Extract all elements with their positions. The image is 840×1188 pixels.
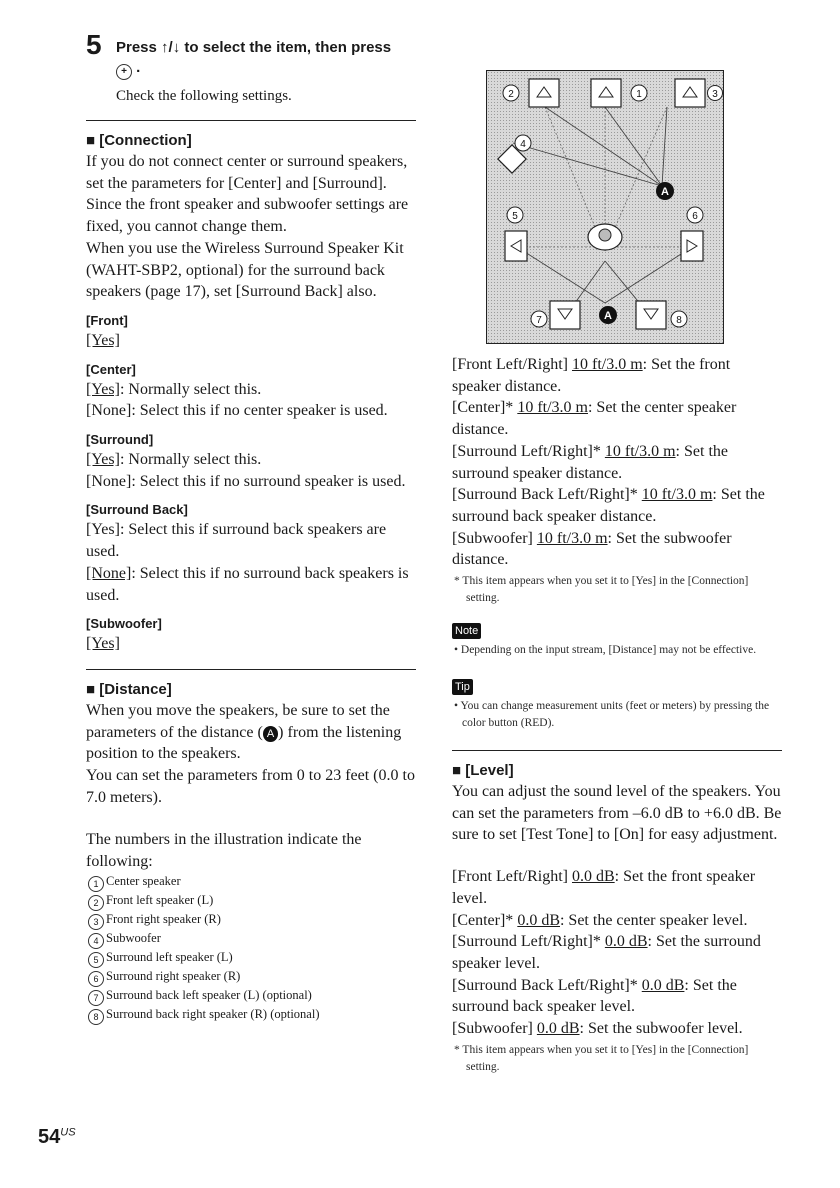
legend-item [86,892,416,911]
setting-item [452,866,782,909]
level-section [452,761,782,1076]
setting-item [452,910,782,932]
surround-back-right-speaker [636,301,666,329]
setting-label: [Surround Left/Right]* [452,933,601,951]
page-number-value: 54 [38,1126,61,1148]
legend-number: 2 [88,895,104,911]
setting-default-value: 10 ft/3.0 m [571,356,643,373]
setting-description: : Set the surround speaker level. [452,933,761,972]
legend-text: Front right speaker (R) [106,911,221,926]
legend-item [86,1006,416,1025]
setting-label: [Subwoofer] [452,1020,533,1038]
callout-6 [687,207,703,223]
setting-label: [Center]* [452,399,514,417]
section-divider [86,120,416,121]
callout-5-text: 5 [512,211,518,222]
setting-default-value: 0.0 dB [517,911,560,929]
callout-4-text: 4 [520,139,526,150]
legend-text: Surround left speaker (L) [106,949,233,964]
note-badge: Note [452,623,481,639]
setting-description: : Set the surround back speaker level. [452,976,737,1016]
setting-item [452,975,782,1018]
center-yes-desc: : Normally select this. [119,380,262,398]
level-footnote: * This item appears when you set it to [Yes] in the [Connection] setting. [454,1043,749,1073]
setting-default-value: 10 ft/3.0 m [517,399,588,417]
level-para: You can adjust the sound level of the speakers. You can set the parameters from –6.0 dB to +6.0 dB. Be sure to set [Test Tone] to [On] for easy adjustment. [452,783,782,844]
legend-number: 6 [88,971,104,987]
setting-description: : Set the surround speaker distance. [452,442,728,482]
setting-default-value: 0.0 dB [604,933,648,951]
section-divider [86,669,416,670]
number-callouts [503,85,723,327]
note-block [452,621,782,639]
setting-default-value: 0.0 dB [571,868,615,886]
setting-label: [Surround Back Left/Right]* [452,486,638,504]
legend-number: 7 [88,990,104,1006]
callout-3-text: 3 [712,89,718,100]
step-number: 5 [86,29,102,60]
setting-label: [Surround Left/Right]* [452,442,601,460]
setting-description: : Set the front speaker level. [452,868,756,907]
step-instruction-text: Press ↑/↓ to select the item, then press [116,39,392,56]
legend-text: Surround back left speaker (L) (optional) [106,987,312,1002]
callout-2 [503,85,519,101]
center-speaker [591,79,621,107]
right-column [452,354,782,1076]
surround-back-label: [Surround Back] [86,502,188,518]
surround-right-speaker [681,231,703,261]
legend-item [86,930,416,949]
listener-figure [588,224,622,250]
legend-item [86,949,416,968]
surround-label: [Surround] [86,432,154,448]
setting-label: [Center]* [452,911,514,929]
callout-8 [671,311,687,327]
center-yes: [Yes] [86,380,120,398]
callout-5 [507,207,523,223]
connection-section [86,131,416,655]
connection-para-2: When you use the Wireless Surround Speaker Kit (WAHT-SBP2, optional) for the surround back speakers (page 17), set [Surround Back] also. [86,239,404,301]
section-divider [452,750,782,751]
page-number [38,1126,76,1149]
distance-section [86,680,416,1025]
legend-item [86,873,416,892]
speaker-legend [86,873,416,1025]
distance-heading: ■ [Distance] [86,680,172,698]
legend-item [86,968,416,987]
distance-marker-back [599,306,617,324]
front-label: [Front] [86,312,128,328]
step-block [86,30,416,102]
legend-text: Surround back right speaker (R) (optional) [106,1006,320,1021]
distance-para-1b: ) from the listening position to the speakers. [86,723,402,763]
setting-label: [Surround Back Left/Right]* [452,976,638,994]
speaker-layout-diagram [486,70,724,344]
subwoofer-option [86,633,416,655]
callout-6-text: 6 [692,211,698,222]
legend-item [86,987,416,1006]
legend-number: 8 [88,1009,104,1025]
subwoofer-yes: [Yes] [86,635,120,653]
legend-text: Center speaker [106,873,181,888]
front-left-speaker [529,79,559,107]
distance-para-1 [86,700,416,765]
note-text: • Depending on the input stream, [Distance] may not be effective. [454,644,757,657]
setting-description: : Set the subwoofer level. [579,1020,743,1038]
surround-back-none-line [86,563,416,606]
center-yes-line [86,379,416,401]
callout-8-text: 8 [676,315,682,326]
setting-default-value: 10 ft/3.0 m [604,442,676,460]
marker-text: A [604,310,612,322]
setting-description: : Set the front speaker distance. [452,356,731,395]
legend-text: Subwoofer [106,930,161,945]
callout-1-text: 1 [636,89,642,100]
setting-item [452,484,782,527]
callout-3 [708,86,723,101]
surround-yes-desc: : Normally select this. [119,451,262,469]
front-right-speaker [675,79,705,107]
page-number-suffix: US [60,1126,76,1139]
setting-item [452,397,782,440]
connection-heading: ■ [Connection] [86,132,192,149]
setting-description: : Set the subwoofer distance. [452,529,732,569]
tip-block [452,677,782,695]
surround-back-left-speaker [550,301,580,329]
legend-number: 4 [88,933,104,949]
distance-para-2: You can set the parameters from 0 to 23 feet (0.0 to 7.0 meters). [86,767,415,806]
setting-item [452,1018,782,1040]
tip-text: • You can change measurement units (feet or meters) by pressing the color button (RED). [454,700,770,730]
setting-default-value: 0.0 dB [536,1020,580,1038]
legend-intro: The numbers in the illustration indicate the following: [86,831,362,871]
distance-settings-list [452,354,782,571]
setting-description: : Set the center speaker distance. [452,399,737,439]
surround-back-yes-line: [Yes]: Select this if surround back speakers are used. [86,521,387,561]
center-label: [Center] [86,361,136,377]
setting-label: [Front Left/Right] [452,356,568,373]
surround-back-none: [None] [86,564,132,582]
callout-2-text: 2 [508,89,514,100]
setting-description: : Set the surround back speaker distance. [452,486,765,525]
marker-text: A [661,186,669,198]
connection-para-1: If you do not connect center or surround speakers, set the parameters for [Center] and [Surround]. Since the front speaker and subwoofer settings are fixed, you cannot change them. [86,153,409,236]
legend-text: Surround right speaker (R) [106,968,241,983]
legend-number: 5 [88,952,104,968]
front-option [86,330,416,352]
setting-item [452,931,782,974]
level-settings-list [452,866,782,1040]
callout-4 [515,135,531,151]
left-column [86,30,416,1025]
setting-default-value: 0.0 dB [641,976,685,994]
legend-number: 3 [88,914,104,930]
distance-lines [513,107,692,317]
callout-7 [531,311,547,327]
surround-yes-line [86,449,416,471]
center-none-line: [None]: Select this if no center speaker is used. [86,402,388,420]
distance-marker-front [656,182,674,200]
surround-left-speaker [505,231,527,261]
step-instruction: Press ↑/↓ to select the item, then press + . [116,30,416,80]
step-check-text: Check the following settings. [116,88,292,104]
setting-item [452,528,782,571]
setting-item [452,354,782,397]
callout-7-text: 7 [536,315,542,326]
setting-label: [Front Left/Right] [452,868,568,886]
distance-para-1a: When you move the speakers, be sure to set the parameters of the distance ( [86,701,390,741]
front-yes: [Yes] [86,331,120,349]
speaker-diagram-svg [487,71,723,343]
surround-back-none-desc: : Select this if no surround back speakers is used. [86,564,409,604]
legend-text: Front left speaker (L) [106,892,214,907]
distance-footnote: * This item appears when you set it to [Yes] in the [Connection] setting. [454,575,749,605]
tip-badge: Tip [452,679,473,695]
setting-item [452,441,782,484]
legend-item [86,911,416,930]
setting-default-value: 10 ft/3.0 m [641,486,713,504]
legend-number: 1 [88,876,104,892]
enter-button-icon: + [116,64,132,80]
listening-position-marker: A [263,726,278,742]
surround-yes: [Yes] [86,451,120,469]
subwoofer-label: [Subwoofer] [86,616,162,632]
setting-default-value: 10 ft/3.0 m [536,529,608,547]
setting-description: : Set the center speaker level. [559,911,748,929]
callout-1 [631,85,647,101]
level-heading: ■ [Level] [452,762,514,780]
setting-label: [Subwoofer] [452,529,533,547]
surround-none-line: [None]: Select this if no surround speaker is used. [86,472,406,490]
